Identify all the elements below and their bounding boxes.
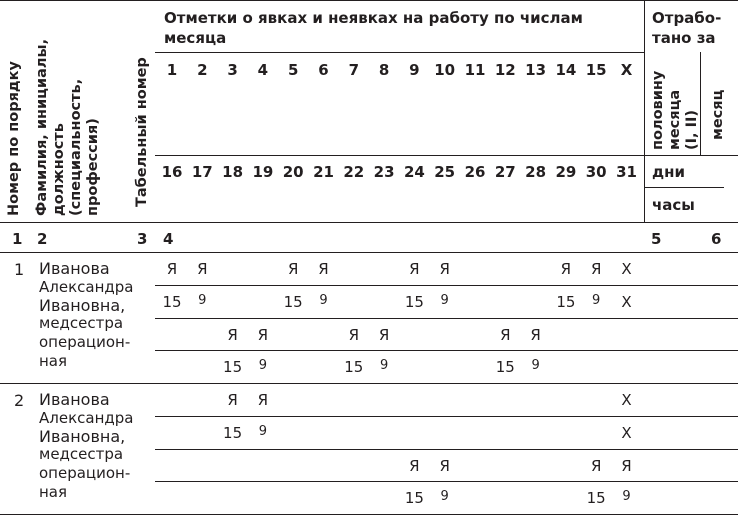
employee-name-line: Александра — [39, 409, 134, 427]
mark-cell: 15 — [495, 358, 515, 376]
employee-name-line: ная — [39, 483, 68, 501]
employee-name-line: операцион- — [39, 333, 131, 351]
record-separator — [0, 383, 738, 384]
mark-cell: 9 — [258, 424, 268, 439]
colnum-1: 1 — [12, 230, 23, 248]
mark-cell: 9 — [379, 358, 389, 373]
rec1-line-3 — [155, 350, 738, 351]
col-tab-header: Табельный номер — [134, 57, 150, 207]
top-border — [0, 0, 738, 1]
mark-cell: Я — [227, 326, 238, 344]
mark-cell: Я — [287, 260, 299, 278]
mark-cell: Я — [318, 260, 329, 278]
employee-name-line: Иванова — [39, 259, 110, 278]
mark-cell: Я — [378, 326, 390, 344]
day-number: 7 — [348, 61, 360, 79]
day-number: 23 — [373, 163, 395, 181]
employee-name-line: ная — [39, 352, 68, 370]
mark-cell: 15 — [162, 293, 182, 311]
record-number: 1 — [14, 260, 25, 279]
day-number: 10 — [434, 61, 456, 79]
record-number: 2 — [14, 391, 25, 410]
day-number: 30 — [585, 163, 607, 181]
mark-cell: 9 — [440, 293, 449, 308]
mark-cell: Я — [227, 391, 238, 409]
day-number: 12 — [494, 61, 516, 79]
day-number: 17 — [191, 163, 213, 181]
days-label: дни — [652, 163, 685, 181]
mark-cell: Я — [560, 260, 572, 278]
month-header: месяц — [710, 89, 726, 140]
day-number: 22 — [343, 163, 365, 181]
mark-cell: 15 — [404, 489, 424, 507]
mark-cell: Я — [257, 391, 269, 409]
day-number: 24 — [403, 163, 425, 181]
day-number: 21 — [313, 163, 334, 181]
mark-cell: 15 — [344, 358, 364, 376]
mark-cell: 9 — [622, 489, 631, 504]
employee-name-line: медсестра — [39, 445, 124, 463]
mark-cell: Х — [621, 424, 632, 442]
employee-name-line: Иванова — [39, 390, 110, 409]
day-number: 6 — [318, 61, 329, 79]
mark-cell: Я — [348, 326, 360, 344]
day-number: 31 — [616, 163, 637, 181]
worked-header: Отрабо- тано за — [652, 9, 722, 47]
colnum-2: 2 — [37, 230, 48, 248]
mark-cell: Я — [439, 457, 450, 475]
mark-cell: Я — [166, 260, 178, 278]
day-number: 28 — [525, 163, 547, 181]
mark-cell: Я — [621, 457, 632, 475]
mark-cell: 15 — [283, 293, 303, 311]
day-number: 14 — [555, 61, 577, 79]
mark-cell: Я — [500, 326, 511, 344]
mark-cell: Я — [439, 260, 450, 278]
marks-header-line — [155, 52, 644, 53]
rec2-line-3 — [155, 481, 738, 482]
day-number: 20 — [282, 163, 304, 181]
colnum-4: 4 — [163, 230, 174, 248]
mark-cell: Я — [590, 457, 602, 475]
worked-divider — [644, 0, 645, 222]
day-number: 3 — [227, 61, 238, 79]
day-number: 1 — [166, 61, 178, 79]
day-number: X — [620, 61, 633, 79]
mark-cell: Я — [257, 326, 269, 344]
half-month-header: половину месяца (I, II) — [650, 70, 700, 150]
mark-cell: 15 — [223, 358, 243, 376]
col-num-header: Номер по порядку — [6, 61, 22, 216]
employee-name-line: операцион- — [39, 464, 131, 482]
rec1-line-1 — [155, 285, 738, 286]
rec2-line-2 — [155, 449, 738, 450]
mark-cell: 15 — [223, 424, 243, 442]
marks-header: Отметки о явках и неявках на работу по числам месяца — [164, 9, 583, 47]
numbers-row-line — [0, 252, 738, 253]
colnum-6: 6 — [711, 230, 722, 248]
day-number: 8 — [378, 61, 390, 79]
header-bottom-line — [0, 222, 738, 223]
mark-cell: Х — [621, 391, 632, 409]
day-number: 25 — [434, 163, 456, 181]
mark-cell: 9 — [258, 358, 268, 373]
employee-name-line: Ивановна, — [39, 296, 126, 315]
rec2-line-1 — [155, 416, 738, 417]
half-split-line — [155, 155, 738, 156]
mark-cell: Я — [197, 260, 208, 278]
mark-cell: 15 — [404, 293, 424, 311]
mark-cell: 9 — [440, 489, 449, 504]
mark-cell: Я — [409, 457, 420, 475]
colnum-3: 3 — [137, 230, 148, 248]
employee-name-line: медсестра — [39, 314, 124, 332]
day-number: 16 — [161, 163, 183, 181]
employee-name-line: Ивановна, — [39, 427, 126, 446]
day-number: 2 — [197, 61, 208, 79]
day-number: 19 — [252, 163, 274, 181]
mark-cell: Я — [409, 260, 420, 278]
col-name-header: Фамилия, инициалы, должность (специальность, профессия) — [34, 38, 101, 216]
mark-cell: 9 — [531, 358, 540, 373]
day-number: 29 — [555, 163, 577, 181]
day-number: 27 — [494, 163, 516, 181]
rec1-line-2 — [155, 318, 738, 319]
day-number: 13 — [525, 61, 547, 79]
mark-cell: 9 — [319, 293, 328, 308]
mark-cell: 15 — [586, 489, 606, 507]
day-number: 18 — [222, 163, 244, 181]
mark-cell: Х — [621, 293, 632, 311]
mark-cell: Я — [590, 260, 602, 278]
mark-cell: 15 — [556, 293, 576, 311]
mark-cell: 9 — [198, 293, 207, 308]
colnum-5: 5 — [651, 230, 662, 248]
day-number: 5 — [287, 61, 299, 79]
mark-cell: Х — [621, 260, 632, 278]
mark-cell: 9 — [592, 293, 601, 308]
day-number: 15 — [585, 61, 607, 79]
days-hours-line — [644, 187, 724, 188]
day-number: 11 — [464, 61, 486, 79]
hours-label: часы — [652, 196, 695, 214]
day-number: 26 — [464, 163, 486, 181]
day-number: 9 — [409, 61, 420, 79]
bottom-border — [0, 514, 738, 515]
employee-name-line: Александра — [39, 278, 134, 296]
mark-cell: Я — [530, 326, 541, 344]
day-number: 4 — [257, 61, 269, 79]
